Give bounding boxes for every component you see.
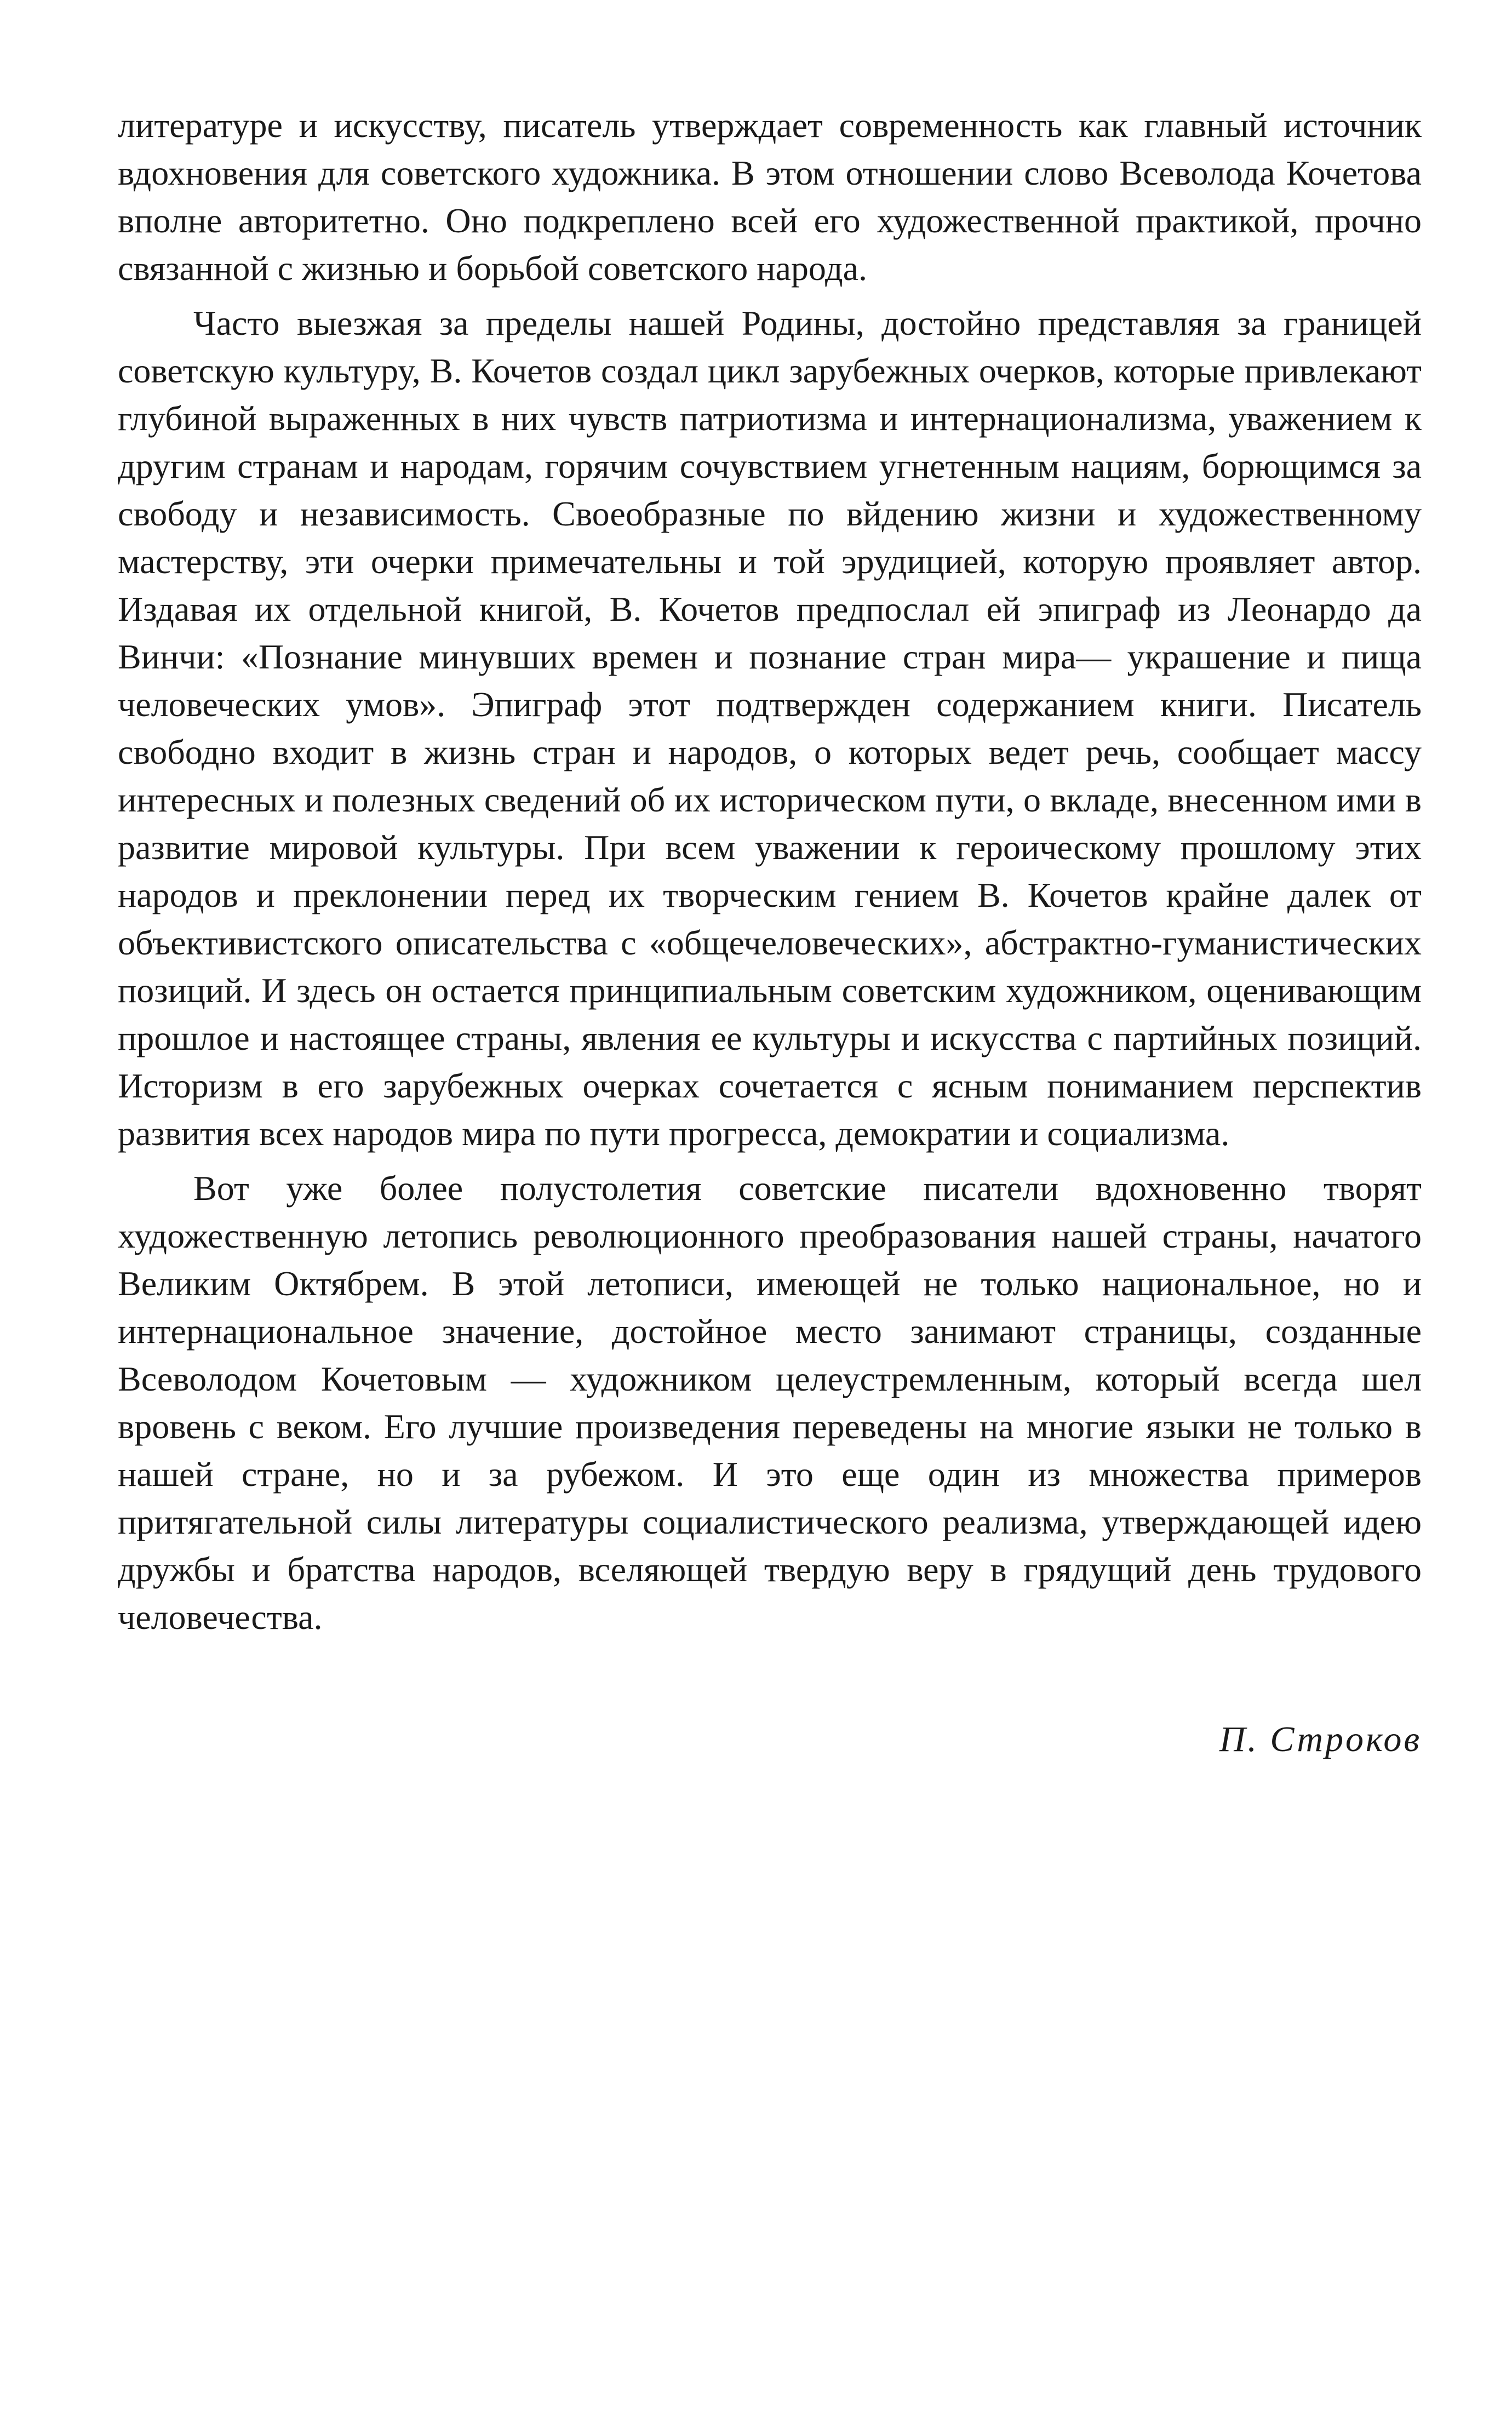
author-signature: П. Строков [1219,1719,1422,1759]
paragraph-3: Вот уже более полустолетия советские писатели вдохновенно творят художественную летопись революционного преобразования нашей страны, начатого Великим Октябрем. В этой летописи, имеющей не только национальное, но и интернациональное значение, достойное место занимают страницы, созданные Всеволодом Кочетовым — художником целеустремленным, который всегда шел вровень с веком. Его лучшие произведения переведены на многие языки не только в нашей стране, но и за рубежом. И это еще один из множества примеров притягательной силы литературы социалистического реализма, утверждающей идею дружбы и братства народов, вселяющей твердую веру в грядущий день трудового человечества. [118,1169,1422,1637]
paragraph-1: литературе и искусству, писатель утверждает современность как главный источник вдохновения для советского художника. В этом отношении слово Всеволода Кочетова вполне авторитетно. Оно подкреплено всей его художественной практикой, прочно связанной с жизнью и борьбой советского народа. [118,106,1422,288]
page-body [118,101,1422,1764]
paragraph-2: Часто выезжая за пределы нашей Родины, достойно представляя за границей советскую культуру, В. Кочетов создал цикл зарубежных очерков, которые привлекают глубиной выраженных в них чувств патриотизма и интернационализма, уважением к другим странам и народам, горячим сочувствием угнетенным нациям, борющимся за свободу и независимость. Своеобразные по вйдению жизни и художественному мастерству, эти очерки примечательны и той эрудицией, которую проявляет автор. Издавая их отдельной книгой, В. Кочетов предпослал ей эпиграф из Леонардо да Винчи: «Познание минувших времен и познание стран мира— украшение и пища человеческих умов». Эпиграф этот подтвержден содержанием книги. Писатель свободно входит в жизнь стран и народов, о которых ведет речь, сообщает массу интересных и полезных сведений об их историческом пути, о вкладе, внесенном ими в развитие мировой культуры. При всем уважении к героическому прошлому этих народов и преклонении перед их творческим гением В. Кочетов крайне далек от объективистского описательства с «общечеловеческих», абстрактно-гуманистических позиций. И здесь он остается принципиальным советским художником, оценивающим прошлое и настоящее страны, явления ее культуры и искусства с партийных позиций. Историзм в его зарубежных очерках сочетается с ясным пониманием перспектив развития всех народов мира по пути прогресса, демократии и социализма. [118,304,1422,1153]
